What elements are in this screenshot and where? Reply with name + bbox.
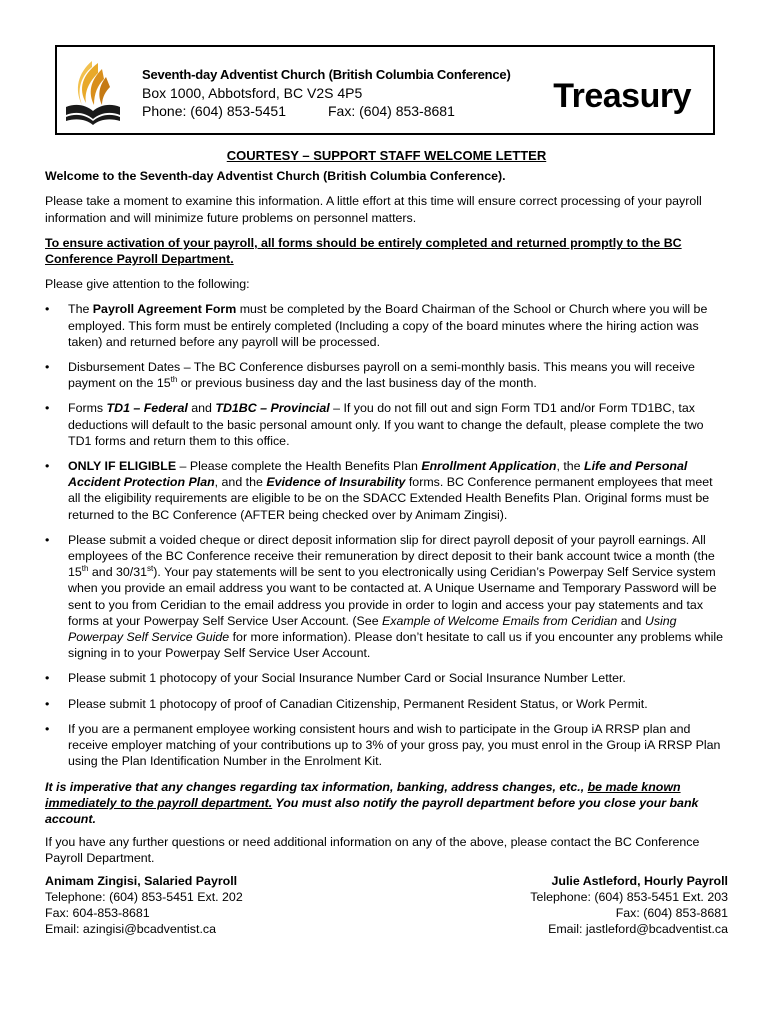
flame-book-logo-icon [62, 59, 124, 125]
imperative-text: You must also notify the payroll department before you close your bank account. [45, 795, 699, 826]
bullet: • [45, 532, 50, 547]
item-text: If you are a permanent employee working consistent hours and wish to participate in the Group iA RRSP plan and receive employer matching of your contributions up to 3% of your gross pay, you must enrol in the Group iA RRSP Plan using the Plan Identification Number in the Enrolment Kit. [68, 721, 721, 769]
item-text: forms. BC Conference permanent employees that meet all the eligibility requirements are eligible to be on the SDACC Extended Health Benefits Plan. Original forms must be returned to the BC Conference (AFTER being checked over by Animam Zingisi). [68, 475, 713, 522]
questions-paragraph: If you have any further questions or need additional information on any of the above, please contact the BC Conference Payroll Department. [45, 835, 700, 866]
list-item-rrsp [45, 721, 728, 770]
contact-telephone: Telephone: (604) 853-5451 Ext. 203 [530, 889, 728, 904]
item-text: Please submit 1 photocopy of your Social Insurance Number Card or Social Insurance Number Letter. [68, 671, 626, 686]
item-text: or previous business day and the last business day of the month. [177, 376, 537, 391]
item-text: – If you do not fill out and sign Form TD1 and/or Form TD1BC, tax deductions will default to the basic personal amount only. If you want to change the default, please complete the two TD1 forms and return them to this office. [68, 401, 704, 448]
contact-name: Animam Zingisi, Salaried Payroll [45, 873, 238, 888]
ordinal-suffix: th [81, 564, 89, 574]
td1bc-provincial: TD1BC – Provincial [215, 401, 330, 416]
contact-email: Email: azingisi@bcadventist.ca [45, 922, 216, 937]
organization-address: Box 1000, Abbotsford, BC V2S 4P5 [142, 85, 363, 101]
item-text: Disbursement Dates – The BC Conference disburses payroll on a semi-monthly basis. This means you will receive payment on the 15 [68, 360, 695, 391]
list-item-cheque [45, 532, 728, 662]
activation-notice: To ensure activation of your payroll, all forms should be entirely completed and returned promptly to the BC Conference Payroll Department. [45, 235, 682, 267]
imperative-underlined: be made known immediately to the payroll department. [45, 779, 681, 810]
item-text: Please submit 1 photocopy of proof of Canadian Citizenship, Permanent Resident Status, or Work Permit. [68, 696, 648, 711]
item-text: ). Your pay statements will be sent to you electronically using Ceridian’s Powerpay Self Service system when you provide an email address you want to be contacted at. A Unique Username and Temporary Password will be sent to you from Ceridian to the email address you provide in order to login and access your pay statements and tax forms at your Powerpay Self Service User Account. (See [68, 565, 717, 628]
bullet: • [45, 721, 50, 736]
eligible-heading: ONLY IF ELIGIBLE [68, 459, 177, 474]
item-text: , and the [214, 475, 267, 490]
letterhead [55, 45, 715, 135]
contact-email: Email: jastleford@bcadventist.ca [548, 922, 728, 937]
enrollment-application: Enrollment Application [421, 459, 557, 474]
item-text: – Please complete the Health Benefits Plan [176, 459, 422, 474]
item-text: The [68, 302, 93, 317]
organization-fax: Fax: (604) 853-8681 [328, 103, 455, 119]
item-text: for more information). Please don’t hesitate to call us if you encounter any problems while signing in to your Powerpay Self Service User Account. [68, 630, 723, 661]
welcome-emails-reference: Example of Welcome Emails from Ceridian [382, 613, 618, 628]
welcome-line: Welcome to the Seventh-day Adventist Church (British Columbia Conference). [45, 169, 506, 184]
imperative-text: It is imperative that any changes regarding tax information, banking, address changes, etc., [45, 779, 588, 794]
attention-line: Please give attention to the following: [45, 277, 250, 292]
bullet: • [45, 360, 50, 375]
organization-phone: Phone: (604) 853-5451 [142, 103, 286, 119]
requirements-list [45, 301, 728, 769]
item-text: Please submit a voided cheque or direct deposit information slip for direct payroll deposit of your payroll earnings. All employees of the BC Conference receive their remuneration by direct deposit to their bank account twice a month (the 15 [68, 532, 715, 580]
item-text: and [617, 613, 645, 628]
item-text: , the [556, 459, 585, 474]
intro-paragraph: Please take a moment to examine this information. A little effort at this time will ensure correct processing of your payroll information and will minimize future problems on personnel matters. [45, 194, 702, 225]
department-title: Treasury [553, 77, 691, 115]
list-item-sin [45, 670, 728, 686]
powerpay-guide-reference: Using Powerpay Self Service Guide [68, 613, 677, 645]
bullet: • [45, 459, 50, 474]
bullet: • [45, 302, 50, 317]
list-item-eligible [45, 458, 728, 523]
contact-fax: Fax: (604) 853-8681 [615, 905, 728, 920]
contacts-section [45, 873, 728, 943]
life-accident-plan: Life and Personal Accident Protection Plan [68, 459, 688, 490]
bullet: • [45, 671, 50, 686]
contact-hourly-payroll [530, 873, 728, 938]
letter-body [45, 148, 728, 943]
item-text: and [187, 401, 216, 416]
bullet: • [45, 401, 50, 416]
list-item-payroll-form [45, 301, 728, 350]
ordinal-suffix: st [147, 564, 154, 574]
contact-fax: Fax: 604-853-8681 [45, 905, 150, 920]
item-text: must be completed by the Board Chairman of the School or Church where you will be employed. This form must be entirely completed (Including a copy of the board minutes where the hiring action was taken) and returned before any payroll will be processed. [68, 302, 708, 349]
organization-name: Seventh-day Adventist Church (British Columbia Conference) [142, 67, 511, 82]
list-item-citizenship [45, 696, 728, 712]
contact-telephone: Telephone: (604) 853-5451 Ext. 202 [45, 889, 243, 904]
ordinal-suffix: th [170, 375, 178, 385]
item-text: Forms [68, 401, 107, 416]
contact-salaried-payroll [45, 873, 243, 938]
payroll-form-name: Payroll Agreement Form [92, 302, 237, 317]
evidence-of-insurability: Evidence of Insurability [266, 475, 406, 490]
contact-name: Julie Astleford, Hourly Payroll [551, 873, 728, 888]
list-item-disbursement [45, 359, 728, 391]
imperative-notice [45, 779, 728, 828]
bullet: • [45, 696, 50, 711]
td1-federal: TD1 – Federal [106, 401, 188, 416]
list-item-td1 [45, 400, 728, 449]
letter-title: COURTESY – SUPPORT STAFF WELCOME LETTER [226, 148, 547, 163]
item-text: and 30/31 [88, 565, 148, 580]
